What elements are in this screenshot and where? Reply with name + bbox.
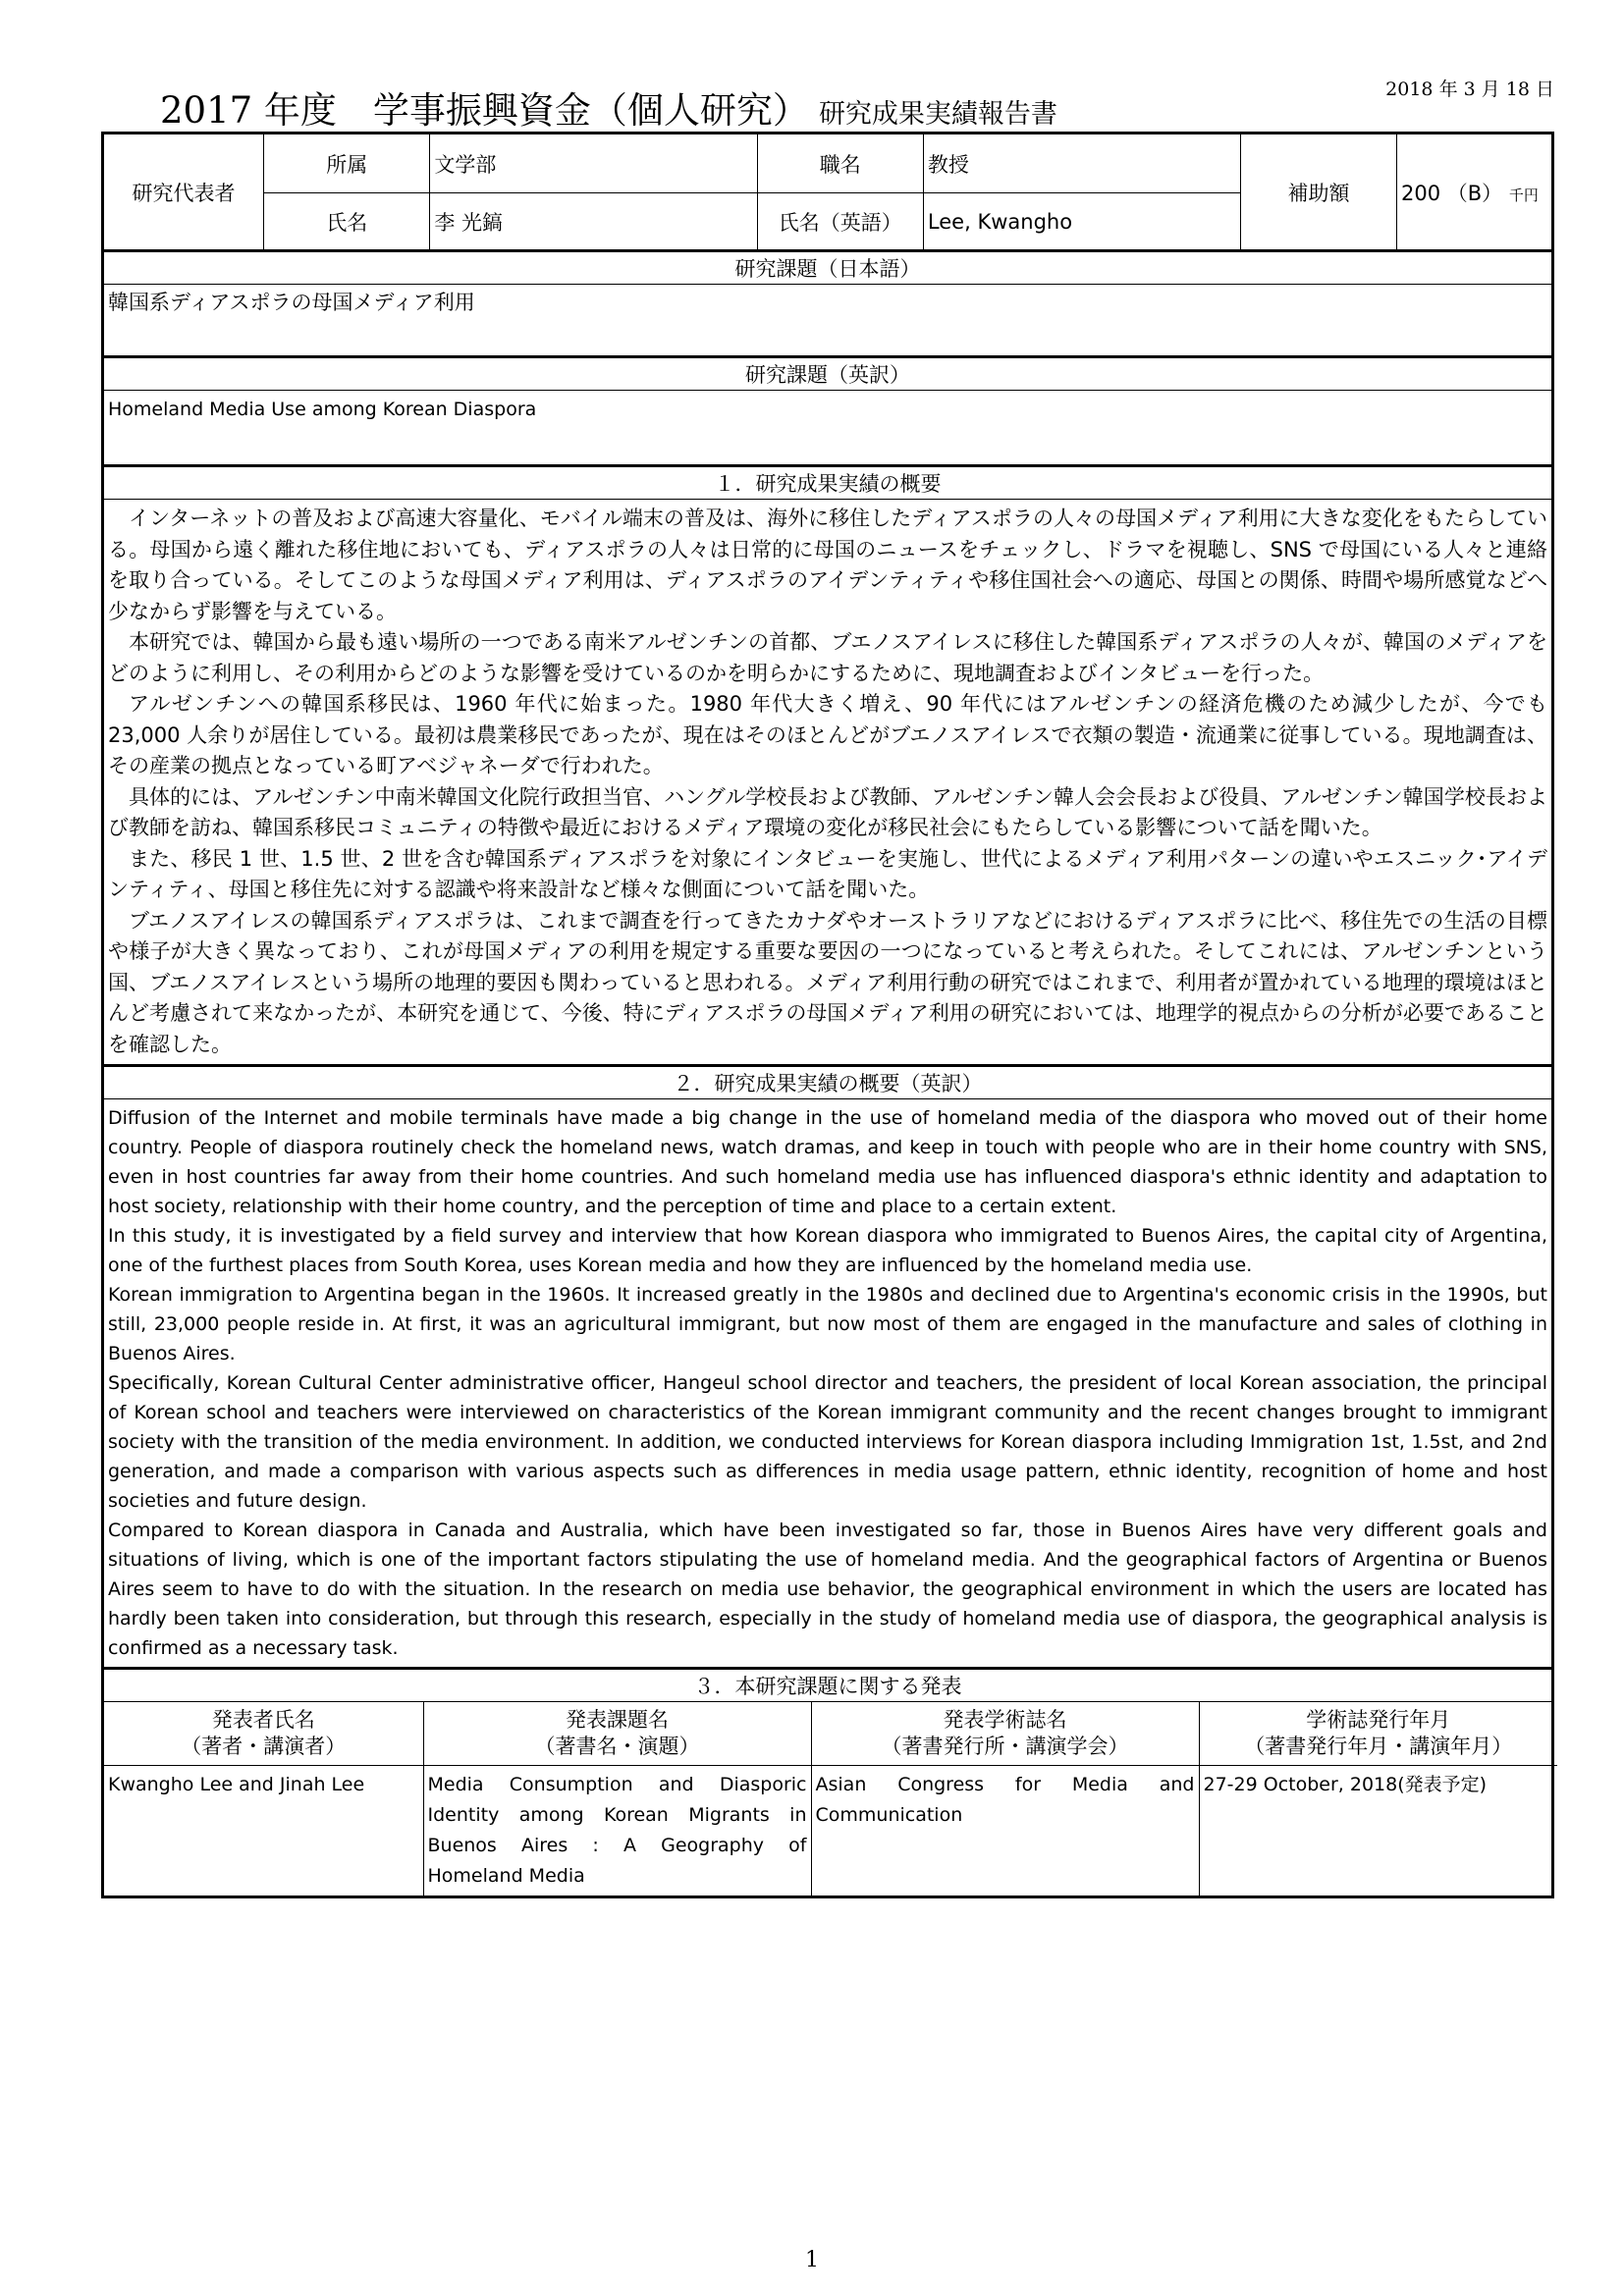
- topic-jp-value: 韓国系ディアスポラの母国メディア利用: [103, 285, 1553, 357]
- topic-jp-heading: 研究課題（日本語）: [103, 251, 1553, 285]
- summary-en-paragraph: Diffusion of the Internet and mobile terminals have made a big change in the use of homeland media of the diaspora who moved out of their home country. People of diaspora routinely check the homeland news, watch dramas, and keep in touch with people who are in their home country with SNS, even in host countries far away from their home countries. And such homeland media use has influenced diaspora's ethnic identity and adaptation to host society, relationship with their home country, and the perception of time and place to a certain extent.: [108, 1107, 1547, 1217]
- position-value: 教授: [923, 133, 1240, 193]
- grant-value-cell: [1396, 133, 1552, 251]
- summary-en-paragraph: Specifically, Korean Cultural Center administrative officer, Hangeul school director and teachers, the president of local Korean association, the principal of Korean school and teachers were interviewed on characteristics of the Korean immigrant community and the recent changes brought to immigrant society with the transition of the media environment. In addition, we conducted interviews for Korean diaspora including Immigration 1st, 1.5st, and 2nd generation, and made a comparison with various aspects such as differences in media usage pattern, ethnic identity, recognition of home and host societies and future design.: [108, 1372, 1547, 1512]
- affiliation-value: 文学部: [430, 133, 757, 193]
- publications-table-cell: [103, 1702, 1553, 1897]
- col-header-line1: 学術誌発行年月: [1306, 1707, 1451, 1732]
- summary-jp-paragraph: インターネットの普及および高速大容量化、モバイル端末の普及は、海外に移住したディアスポラの人々の母国メディア利用に大きな変化をもたらしている。母国から遠く離れた移住地においても、ディアスポラの人々は日常的に母国のニュースをチェックし、ドラマを視聴し、SNS で母国にいる人々と連絡を取り合っている。そしてこのような母国メディア利用は、ディアスポラのアイデンティティや移住国社会への適応、母国との関係、時間や場所感覚などへ少なからず影響を与えている。: [108, 507, 1547, 623]
- report-page: [101, 69, 1554, 1898]
- report-header: [101, 69, 1554, 132]
- representative-label: 研究代表者: [103, 133, 264, 251]
- summary-jp-paragraph: 本研究では、韓国から最も遠い場所の一つである南米アルゼンチンの首都、ブエノスアイレスに移住した韓国系ディアスポラの人々が、韓国のメディアをどのように利用し、その利用からどのような影響を受けているのかを明らかにするために、現地調査およびインタビューを行った。: [108, 630, 1547, 685]
- summary-en-paragraph: Korean immigration to Argentina began in the 1960s. It increased greatly in the 1980s and declined due to Argentina's economic crisis in the 1990s, but still, 23,000 people reside in. At first, it was an agricultural immigrant, but now most of them are engaged in the manufacture and sales of clothing in Buenos Aires.: [108, 1284, 1547, 1364]
- pub-presenter: Kwangho Lee and Jinah Lee: [104, 1765, 423, 1896]
- col-header-journal: [811, 1702, 1199, 1765]
- summary-en-paragraph: Compared to Korean diaspora in Canada and Australia, which have been investigated so far, those in Buenos Aires have very different goals and situations of living, which is one of the important factors stipulating the use of homeland media. And the geographical factors of Argentina or Buenos Aires seem to have to do with the situation. In the research on media use behavior, the geographical environment in which the users are located has hardly been taken into consideration, but through this research, especially in the study of homeland media use of diaspora, the geographical analysis is confirmed as a necessary task.: [108, 1520, 1547, 1659]
- col-header-line2: （著書発行所・講演学会）: [881, 1734, 1129, 1758]
- grant-label: 補助額: [1241, 133, 1397, 251]
- col-header-line2: （著書名・演題）: [534, 1734, 700, 1758]
- summary-jp-heading: １．研究成果実績の概要: [103, 466, 1553, 500]
- report-form: [101, 132, 1554, 1898]
- summary-jp-paragraph: また、移民 1 世、1.5 世、2 世を含む韓国系ディアスポラを対象にインタビューを実施し、世代によるメディア利用パターンの違いやエスニック･アイデンティティ、母国と移住先に対する認識や将来設計など様々な側面について話を聞いた。: [108, 846, 1547, 901]
- name-value: 李 光鎬: [430, 193, 757, 251]
- name-en-value: Lee, Kwangho: [923, 193, 1240, 251]
- col-header-line1: 発表課題名: [566, 1707, 669, 1732]
- affiliation-label: 所属: [264, 133, 430, 193]
- title-sub: 研究成果実績報告書: [818, 99, 1057, 130]
- col-header-line2: （著者・講演者）: [181, 1734, 347, 1758]
- summary-en-body: [103, 1099, 1553, 1669]
- col-header-line2: （著書発行年月・講演年月）: [1244, 1734, 1513, 1758]
- topic-en-value: Homeland Media Use among Korean Diaspora: [103, 391, 1553, 466]
- report-title: [160, 80, 1057, 133]
- publications-table: [104, 1702, 1557, 1896]
- summary-en-paragraph: In this study, it is investigated by a field survey and interview that how Korean diaspora who immigrated to Buenos Aires, the capital city of Argentina, one of the furthest places from South Korea, uses Korean media and how they are influenced by the homeland media use.: [108, 1225, 1547, 1276]
- page-number: 1: [805, 2248, 819, 2272]
- grant-value: 200 （B）: [1400, 181, 1503, 205]
- col-header-line1: 発表学術誌名: [943, 1707, 1067, 1732]
- summary-jp-body: [103, 500, 1553, 1066]
- col-header-presenter: [104, 1702, 423, 1765]
- summary-en-heading: ２．研究成果実績の概要（英訳）: [103, 1066, 1553, 1099]
- col-header-title: [423, 1702, 811, 1765]
- grant-unit: 千円: [1508, 186, 1539, 204]
- name-en-label: 氏名（英語）: [757, 193, 923, 251]
- summary-jp-paragraph: アルゼンチンへの韓国系移民は、1960 年代に始まった。1980 年代大きく増え、90 年代にはアルゼンチンの経済危機のため減少したが、今でも 23,000 人余りが居住している。最初は農業移民であったが、現在はそのほとんどがブエノスアイレスで衣類の製造・流通業に従事している。現地調査は、その産業の拠点となっている町アベジャネーダで行われた。: [108, 692, 1547, 777]
- col-header-date: [1199, 1702, 1557, 1765]
- summary-jp-paragraph: 具体的には、アルゼンチン中南米韓国文化院行政担当官、ハングル学校長および教師、アルゼンチン韓人会会長および役員、アルゼンチン韓国学校長および教師を訪ね、韓国系移民コミュニティの特徴や最近におけるメディア環境の変化が移民社会にもたらしている影響について話を聞いた。: [108, 784, 1547, 839]
- report-date: 2018 年 3 月 18 日: [1385, 79, 1554, 100]
- pub-date: 27-29 October, 2018(発表予定): [1199, 1765, 1557, 1896]
- topic-en-heading: 研究課題（英訳）: [103, 357, 1553, 391]
- summary-jp-paragraph: ブエノスアイレスの韓国系ディアスポラは、これまで調査を行ってきたカナダやオーストラリアなどにおけるディアスポラに比べ、移住先での生活の目標や様子が大きく異なっており、これが母国メディアの利用を規定する重要な要因の一つになっていると考えられた。そしてこれには、アルゼンチンという国、ブエノスアイレスという場所の地理的要因も関わっていると思われる。メディア利用行動の研究ではこれまで、利用者が置かれている地理的環境はほとんど考慮されて来なかったが、本研究を通じて、今後、特にディアスポラの母国メディア利用の研究においては、地理学的視点からの分析が必要であることを確認した。: [108, 908, 1547, 1056]
- publications-heading: ３．本研究課題に関する発表: [103, 1669, 1553, 1702]
- position-label: 職名: [757, 133, 923, 193]
- col-header-line1: 発表者氏名: [211, 1707, 315, 1732]
- name-label: 氏名: [264, 193, 430, 251]
- table-row: [104, 1765, 1557, 1896]
- title-main: 2017 年度 学事振興資金（個人研究）: [160, 89, 809, 132]
- pub-journal: Asian Congress for Media and Communication: [811, 1765, 1199, 1896]
- pub-title: Media Consumption and Diasporic Identity among Korean Migrants in Buenos Aires : A Geography of Homeland Media: [423, 1765, 811, 1896]
